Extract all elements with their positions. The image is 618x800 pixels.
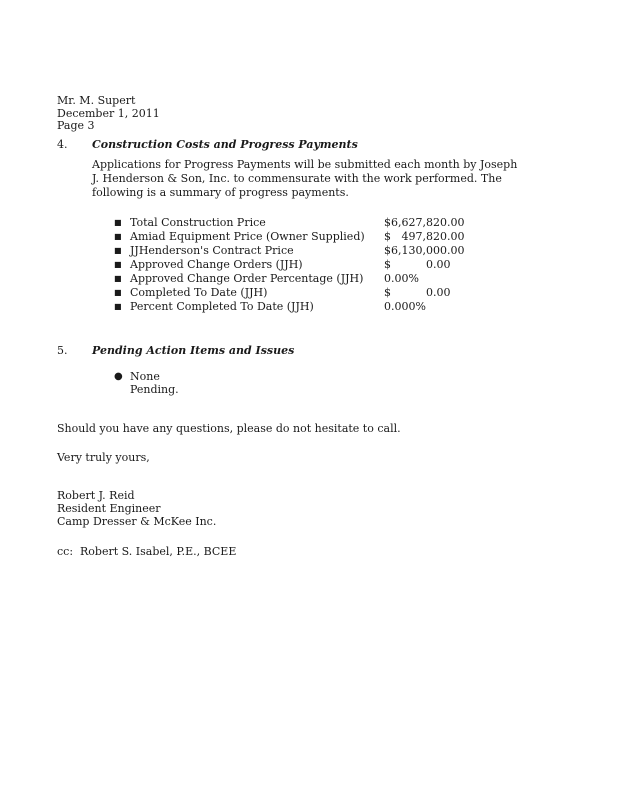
item-label: None Pending. (130, 370, 179, 396)
section-5-number: 5. (57, 344, 68, 357)
page-number-line: Page 3 (57, 119, 95, 132)
questions-line: Should you have any questions, please do not hesitate to call. (57, 422, 401, 435)
item-label: Amiad Equipment Price (Owner Supplied) (130, 230, 365, 243)
item-value: $ 0.00 (384, 258, 451, 271)
list-item (114, 230, 474, 244)
list-item (114, 258, 474, 272)
item-label: Completed To Date (JJH) (130, 286, 268, 299)
cc-line: cc: Robert S. Isabel, P.E., BCEE (57, 545, 237, 558)
item-value: $ 0.00 (384, 286, 451, 299)
list-item (114, 300, 474, 314)
list-item (114, 216, 474, 230)
date-line: December 1, 2011 (57, 106, 160, 120)
list-item (114, 272, 474, 286)
list-item (114, 286, 474, 300)
signer-company: Camp Dresser & McKee Inc. (57, 515, 217, 528)
item-value: $ 497,820.00 (384, 230, 465, 243)
valediction: Very truly yours, (57, 451, 150, 464)
progress-payments-list (114, 216, 474, 314)
letter-header (57, 94, 160, 132)
section-4-title: Construction Costs and Progress Payments (92, 138, 358, 151)
signature-block (57, 489, 216, 528)
item-value: 0.00% (384, 272, 419, 285)
signer-title: Resident Engineer (57, 502, 161, 515)
item-label: Percent Completed To Date (JJH) (130, 300, 314, 313)
bullet-icon: ■ (114, 302, 122, 311)
item-label: Approved Change Order Percentage (JJH) (130, 272, 364, 285)
list-item (114, 244, 474, 258)
bullet-icon: ■ (114, 218, 122, 227)
item-value: $6,627,820.00 (384, 216, 465, 229)
item-label: Approved Change Orders (JJH) (130, 258, 303, 271)
item-value: 0.000% (384, 300, 426, 313)
bullet-icon: ■ (114, 274, 122, 283)
recipient-line: Mr. M. Supert (57, 94, 136, 107)
section-5-title: Pending Action Items and Issues (92, 344, 295, 357)
item-label: Total Construction Price (130, 216, 266, 229)
bullet-icon: ■ (114, 232, 122, 241)
bullet-icon: ■ (114, 260, 122, 269)
section-4-number: 4. (57, 138, 68, 151)
item-label: JJHenderson's Contract Price (130, 244, 294, 257)
signer-name: Robert J. Reid (57, 489, 135, 502)
bullet-icon: ■ (114, 246, 122, 255)
item-value: $6,130,000.00 (384, 244, 465, 257)
bullet-icon: ● (114, 371, 123, 382)
bullet-icon: ■ (114, 288, 122, 297)
section-4-paragraph: Applications for Progress Payments will be submitted each month by Joseph J. Henderson & Son, Inc. to commensurate with the work performed. The following is a summary of progress payments. (92, 158, 518, 199)
